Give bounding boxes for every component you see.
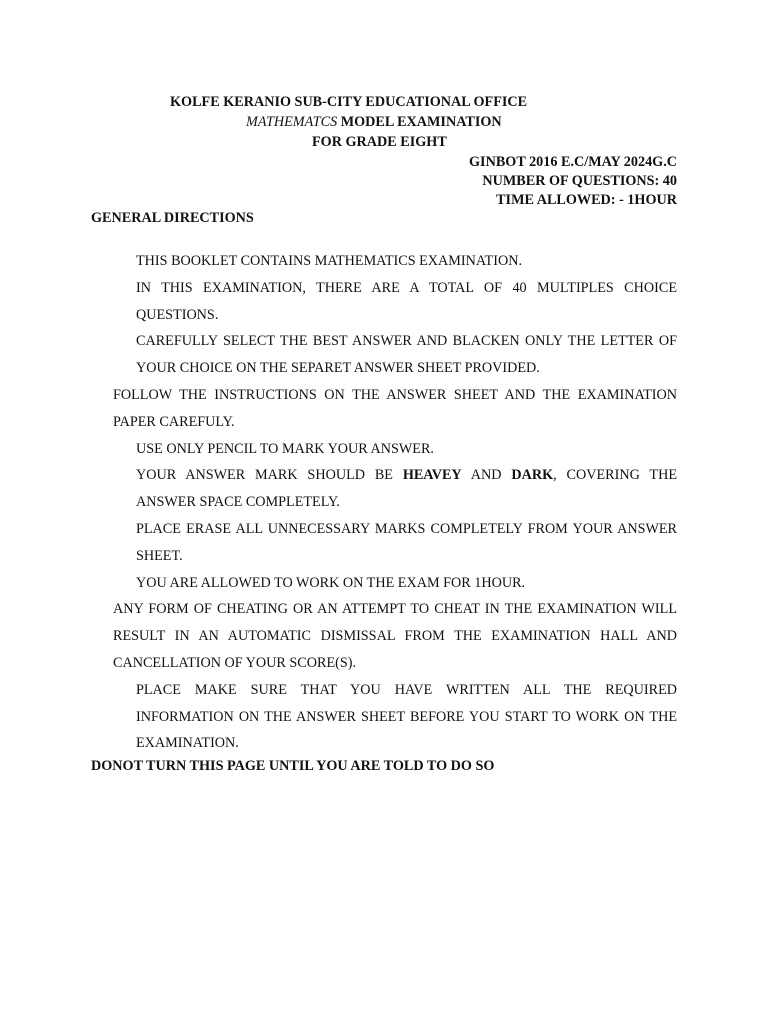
direction-text: AND xyxy=(461,467,512,484)
direction-item: ANY FORM OF CHEATING OR AN ATTEMPT TO CHEAT IN THE EXAMINATION WILL RESULT IN AN AUTOMATIC DISMISSAL FROM THE EXAMINATION HALL AND CANCELLATION OF YOUR SCORE(S). xyxy=(113,601,677,671)
footer-warning: DONOT TURN THIS PAGE UNTIL YOU ARE TOLD TO DO SO xyxy=(91,758,495,774)
direction-item: FOLLOW THE INSTRUCTIONS ON THE ANSWER SHEET AND THE EXAMINATION PAPER CAREFULY. xyxy=(113,386,677,430)
direction-text: , COVERING THE ANSWER SPACE COMPLETELY. xyxy=(136,467,677,511)
direction-item: CAREFULLY SELECT THE BEST ANSWER AND BLACKEN ONLY THE LETTER OF YOUR CHOICE ON THE SEPARET ANSWER SHEET PROVIDED. xyxy=(136,333,677,377)
direction-item: USE ONLY PENCIL TO MARK YOUR ANSWER. xyxy=(136,440,434,457)
exam-subject: MATHEMATCS xyxy=(246,114,338,130)
emphasis-dark: DARK xyxy=(511,467,554,484)
direction-item: THIS BOOKLET CONTAINS MATHEMATICS EXAMINATION. xyxy=(136,253,522,269)
number-of-questions: NUMBER OF QUESTIONS: 40 xyxy=(482,173,677,189)
direction-item xyxy=(136,462,677,516)
section-title: GENERAL DIRECTIONS xyxy=(91,210,254,226)
direction-item: YOU ARE ALLOWED TO WORK ON THE EXAM FOR 1HOUR. xyxy=(136,574,526,591)
office-title: KOLFE KERANIO SUB-CITY EDUCATIONAL OFFICE xyxy=(170,94,528,110)
directions-list xyxy=(0,248,768,757)
exam-title xyxy=(246,113,502,131)
exam-type: MODEL EXAMINATION xyxy=(340,114,502,130)
exam-date: GINBOT 2016 E.C/MAY 2024G.C xyxy=(469,154,677,170)
direction-item: PLACE ERASE ALL UNNECESSARY MARKS COMPLETELY FROM YOUR ANSWER SHEET. xyxy=(136,520,677,564)
emphasis-heavey: HEAVEY xyxy=(402,467,462,484)
grade-title: FOR GRADE EIGHT xyxy=(312,134,447,150)
time-allowed: TIME ALLOWED: - 1HOUR xyxy=(496,192,677,208)
direction-item: PLACE MAKE SURE THAT YOU HAVE WRITTEN ALL THE REQUIRED INFORMATION ON THE ANSWER SHEET BEFORE YOU START TO WORK ON THE EXAMINATION. xyxy=(136,681,677,752)
direction-text: YOUR ANSWER MARK SHOULD BE xyxy=(136,467,403,484)
direction-item: IN THIS EXAMINATION, THERE ARE A TOTAL OF 40 MULTIPLES CHOICE QUESTIONS. xyxy=(136,279,677,323)
